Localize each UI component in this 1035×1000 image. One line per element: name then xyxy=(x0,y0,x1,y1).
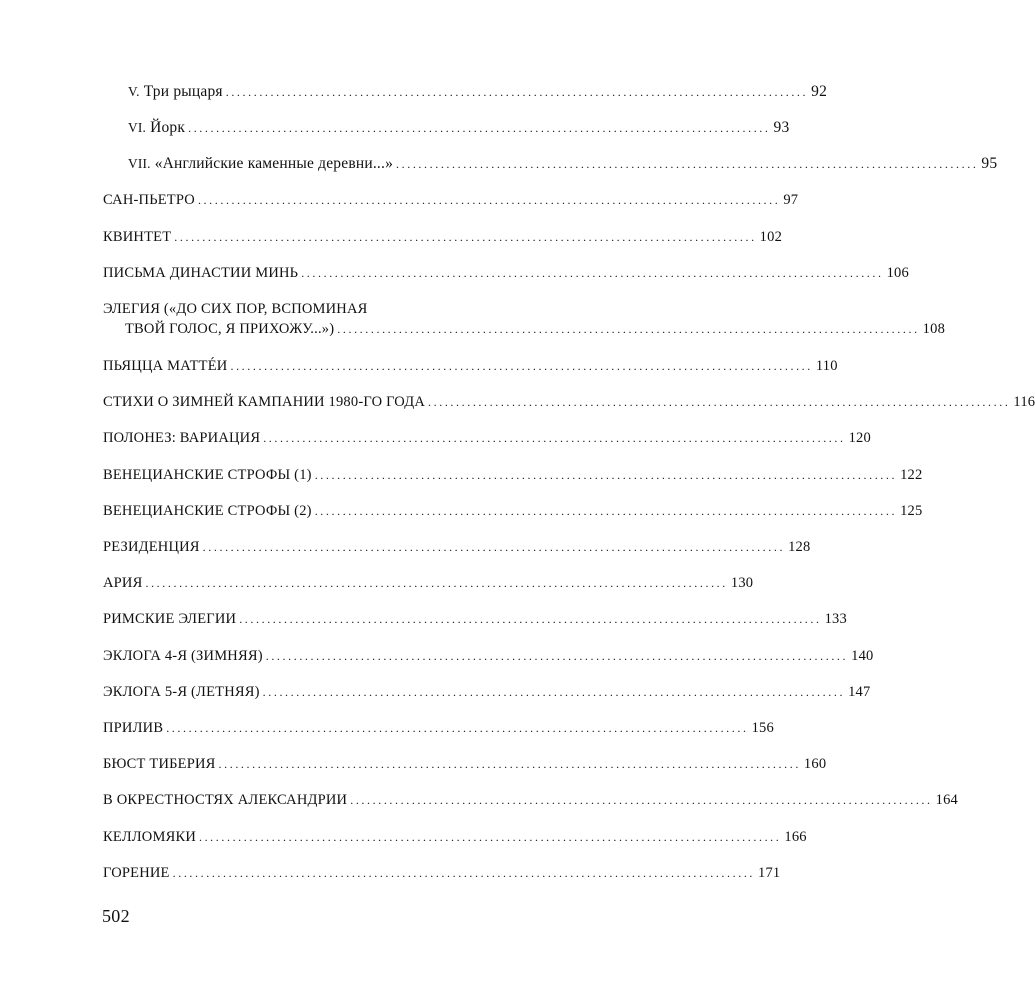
toc-entry xyxy=(103,609,847,629)
toc-entry-title: ГОРЕНИЕ xyxy=(103,865,170,881)
dot-leader: ........................................................................................................ xyxy=(265,649,849,663)
toc-entry-page: 164 xyxy=(935,792,958,808)
toc-entry-title xyxy=(128,82,223,102)
toc-entry-page: 171 xyxy=(758,865,781,881)
toc-entry-title: АРИЯ xyxy=(103,575,143,591)
roman-numeral: VII. xyxy=(128,156,151,171)
dot-leader: ........................................................................................................ xyxy=(225,85,809,99)
toc-entry-page: 93 xyxy=(773,119,790,136)
toc-entry xyxy=(103,190,799,210)
dot-leader: ........................................................................................................ xyxy=(166,721,749,735)
dot-leader: ........................................................................................................ xyxy=(230,359,813,373)
toc-entry-title: КЕЛЛОМЯКИ xyxy=(103,829,196,845)
dot-leader: ........................................................................................................ xyxy=(337,322,920,336)
toc-entry-page: 125 xyxy=(900,503,923,519)
toc-entry-title: ВЕНЕЦИАНСКИЕ СТРОФЫ (2) xyxy=(103,503,312,519)
dot-leader: ........................................................................................................ xyxy=(428,395,1011,409)
dot-leader: ........................................................................................................ xyxy=(314,504,898,518)
toc-entry xyxy=(103,863,781,883)
toc-entry-page: 116 xyxy=(1013,394,1035,410)
dot-leader: ........................................................................................................ xyxy=(262,685,846,699)
toc-entry-page: 160 xyxy=(803,756,827,772)
toc-entry xyxy=(103,682,871,702)
toc-entry-page: 110 xyxy=(815,358,838,374)
toc-entry-title: ПОЛОНЕЗ: ВАРИАЦИЯ xyxy=(103,430,261,446)
toc-entry xyxy=(103,718,774,738)
dot-leader: ........................................................................................................ xyxy=(301,266,884,280)
toc-entry-page: 92 xyxy=(811,83,828,100)
toc-entry xyxy=(103,827,807,847)
toc-entry xyxy=(103,227,783,247)
toc-entry-text: Три рыцаря xyxy=(143,83,223,100)
dot-leader: ........................................................................................................ xyxy=(396,157,979,171)
toc-entry-page: 122 xyxy=(900,467,923,483)
toc-entry-title: ТВОЙ ГОЛОС, Я ПРИХОЖУ...») xyxy=(125,321,335,337)
toc-entry-title: КВИНТЕТ xyxy=(103,229,172,245)
toc-entry-title xyxy=(128,118,185,138)
toc-entry xyxy=(103,356,838,376)
toc-entry-text: «Английские каменные деревни...» xyxy=(154,155,394,172)
toc-entry-page: 147 xyxy=(848,684,871,700)
toc-entry-page: 106 xyxy=(886,265,909,281)
toc-entry-title-line1: ЭЛЕГИЯ («ДО СИХ ПОР, ВСПОМИНАЯ xyxy=(103,301,368,317)
dot-leader: ........................................................................................................ xyxy=(202,540,786,554)
toc-entry xyxy=(103,263,909,283)
dot-leader: ........................................................................................................ xyxy=(145,576,728,590)
toc-entry xyxy=(103,392,1035,412)
toc-entry-page: 108 xyxy=(922,321,946,337)
dot-leader: ........................................................................................................ xyxy=(172,866,756,880)
roman-numeral: V. xyxy=(128,84,140,99)
toc-entry xyxy=(103,537,811,557)
toc-entry-title: ВЕНЕЦИАНСКИЕ СТРОФЫ (1) xyxy=(103,467,312,483)
toc-entry-title: РИМСКИЕ ЭЛЕГИИ xyxy=(103,611,237,627)
toc-entry xyxy=(103,428,871,448)
toc-entry-title: САН-ПЬЕТРО xyxy=(103,192,195,208)
toc-entry xyxy=(103,646,874,666)
dot-leader: ........................................................................................................ xyxy=(239,612,822,626)
toc-entry-page: 97 xyxy=(783,192,799,208)
toc-entry-page: 166 xyxy=(784,829,807,845)
toc-entry-page: 130 xyxy=(730,575,754,591)
toc-entry xyxy=(103,465,923,485)
toc-entry-page: 120 xyxy=(848,430,871,446)
toc-entry-title: ЭКЛОГА 5-Я (ЛЕТНЯЯ) xyxy=(103,684,260,700)
toc-entry-title: СТИХИ О ЗИМНЕЙ КАМПАНИИ 1980-ГО ГОДА xyxy=(103,394,426,410)
toc-entry xyxy=(128,118,790,138)
dot-leader: ........................................................................................................ xyxy=(263,431,846,445)
toc-entry-title xyxy=(128,154,393,174)
toc-entry-page: 140 xyxy=(851,648,874,664)
dot-leader: ........................................................................................................ xyxy=(198,830,782,844)
dot-leader: ........................................................................................................ xyxy=(197,193,781,207)
toc-entry-page: 156 xyxy=(751,720,774,736)
toc-entry-page: 102 xyxy=(759,229,783,245)
toc-entry-page: 133 xyxy=(824,611,847,627)
roman-numeral: VI. xyxy=(128,120,146,135)
dot-leader: ........................................................................................................ xyxy=(174,230,757,244)
toc-entry xyxy=(103,573,754,593)
dot-leader: ........................................................................................................ xyxy=(218,757,801,771)
toc-entry xyxy=(103,501,923,521)
toc-entry xyxy=(103,754,827,774)
toc-entry xyxy=(128,154,998,174)
dot-leader: ........................................................................................................ xyxy=(314,468,898,482)
toc-entry xyxy=(103,299,946,339)
toc-entry-page: 128 xyxy=(788,539,811,555)
toc-entry-title: В ОКРЕСТНОСТЯХ АЛЕКСАНДРИИ xyxy=(103,792,348,808)
toc-entry-title: ПИСЬМА ДИНАСТИИ МИНЬ xyxy=(103,265,299,281)
toc-entry-title: ПЬЯЦЦА МАТТÉИ xyxy=(103,358,228,374)
page-number: 502 xyxy=(102,906,130,926)
toc-entry xyxy=(128,82,828,102)
dot-leader: ........................................................................................................ xyxy=(350,793,933,807)
toc-entry-title: БЮСТ ТИБЕРИЯ xyxy=(103,756,216,772)
toc-entry-page: 95 xyxy=(981,155,998,172)
toc-entry xyxy=(103,790,958,810)
toc-entry-title: ЭКЛОГА 4-Я (ЗИМНЯЯ) xyxy=(103,648,263,664)
toc-entry-text: Йорк xyxy=(150,119,186,136)
toc-entry-title: РЕЗИДЕНЦИЯ xyxy=(103,539,200,555)
toc-entry-title: ПРИЛИВ xyxy=(103,720,164,736)
dot-leader: ........................................................................................................ xyxy=(188,121,771,135)
